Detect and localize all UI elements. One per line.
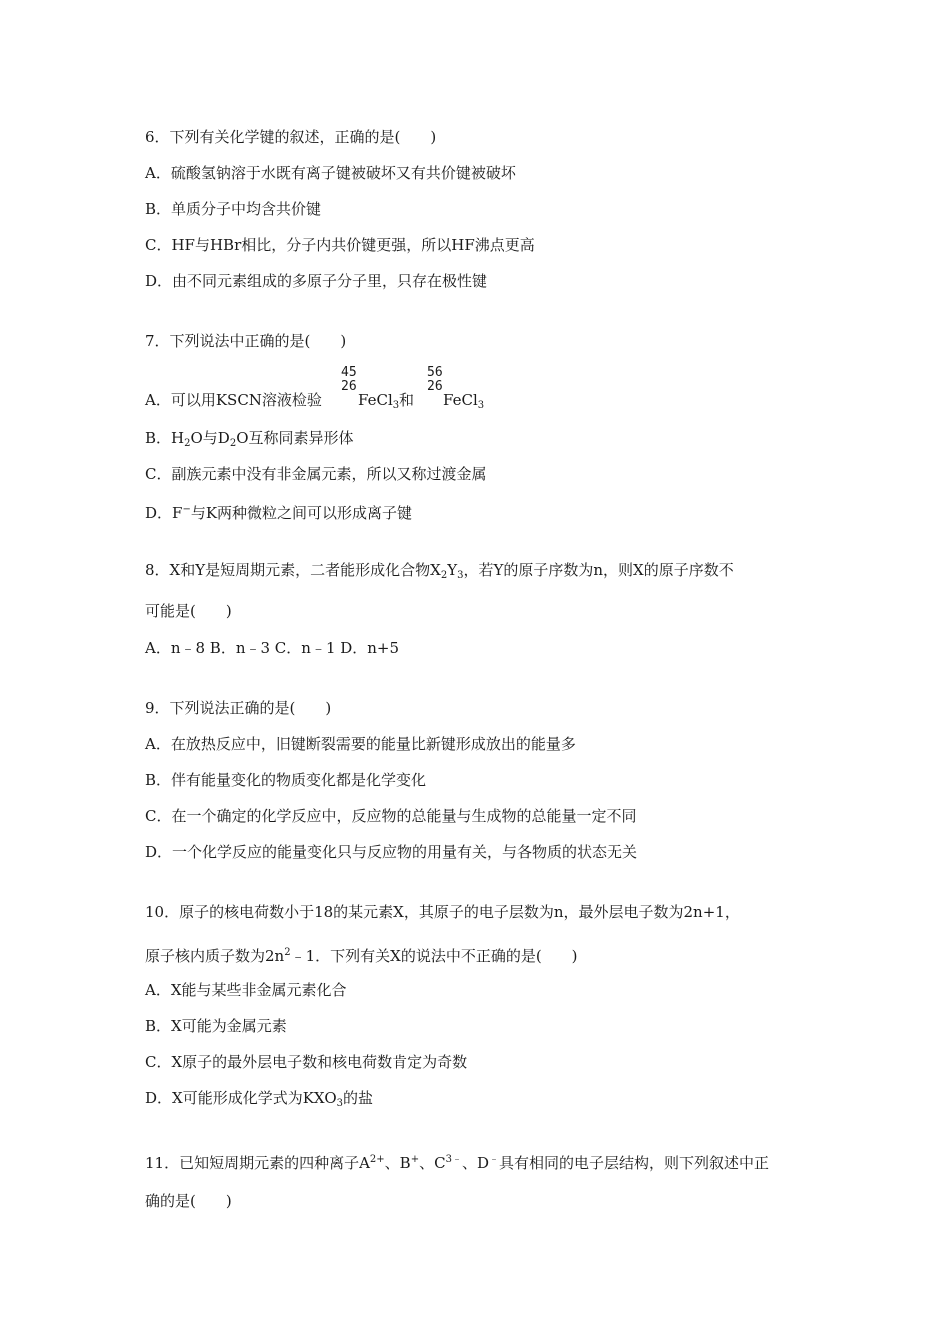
option-a-prefix: A．可以用KSCN溶液检验 [145, 391, 322, 409]
question-9-option-d: D．一个化学反应的能量变化只与反应物的用量有关，与各物质的状态无关 [145, 843, 638, 861]
question-6-option-a: A．硫酸氢钠溶于水既有离子键被破坏又有共价键被破坏 [145, 164, 516, 182]
isotope-1-mass: 45 [341, 365, 357, 380]
question-10-stem: 10．原子的核电荷数小于18的某元素X，其原子的电子层数为n，最外层电子数为2n+1， [145, 903, 740, 921]
question-8-stem-line-2: 可能是( ) [145, 602, 232, 620]
question-11-stem: 11．已知短周期元素的四种离子$A^{2+}$、B+、$C^{3﹣}$、D﹣具有相同的电子层结构，则下列叙述中正 [145, 1154, 769, 1172]
question-11-stem-line-2: 确的是( ) [145, 1192, 232, 1210]
question-7-option-a [145, 390, 322, 410]
question-10-option-c: C．X原子的最外层电子数和核电荷数肯定为奇数 [145, 1053, 468, 1071]
question-7-stem: 7．下列说法中正确的是( ) [145, 332, 347, 350]
question-10-option-d: D．X可能形成化学式为$KXO_3$的盐 [145, 1089, 374, 1109]
question-8-options: A．n﹣8 B．n﹣3 C．n﹣1 D．n+5 [145, 639, 400, 657]
question-9-option-a: A．在放热反应中，旧键断裂需要的能量比新键形成放出的能量多 [145, 735, 576, 753]
question-7-option-b: B．$H_2O$与$D_2O$互称同素异形体 [145, 429, 354, 449]
question-7-option-d: D．F−与K两种微粒之间可以形成离子键 [145, 504, 413, 522]
question-9-option-b: B．伴有能量变化的物质变化都是化学变化 [145, 771, 427, 789]
and-word: 和 [399, 391, 415, 409]
question-6-option-c: C．HF与HBr相比，分子内共价键更强，所以HF沸点更高 [145, 236, 535, 254]
isotope-2-mass: 56 [427, 365, 443, 380]
question-10-option-a: A．X能与某些非金属元素化合 [145, 981, 347, 999]
isotope-2-atomic-number: 26 [427, 379, 443, 394]
isotope-1-formula: FeCl$_3$ [358, 391, 400, 411]
question-9-stem: 9．下列说法正确的是( ) [145, 699, 332, 717]
isotope-2-formula: FeCl$_3$ [443, 391, 485, 411]
question-6-stem: 6．下列有关化学键的叙述，正确的是( ) [145, 128, 437, 146]
question-6-option-b: B．单质分子中均含共价键 [145, 200, 322, 218]
question-8-stem: 8．X和Y是短周期元素，二者能形成化合物$X_2Y_3$，若Y的原子序数为n，则X的原子序数不 [145, 561, 734, 581]
isotope-1-atomic-number: 26 [341, 379, 357, 394]
question-10-option-b: B．X可能为金属元素 [145, 1017, 287, 1035]
question-10-stem-line-2: 原子核内质子数为$2n^2﹣1$．下列有关X的说法中不正确的是( ) [145, 947, 578, 965]
question-7-option-c: C．副族元素中没有非金属元素，所以又称过渡金属 [145, 465, 487, 483]
question-9-option-c: C．在一个确定的化学反应中，反应物的总能量与生成物的总能量一定不同 [145, 807, 637, 825]
question-6-option-d: D．由不同元素组成的多原子分子里，只存在极性键 [145, 272, 488, 290]
